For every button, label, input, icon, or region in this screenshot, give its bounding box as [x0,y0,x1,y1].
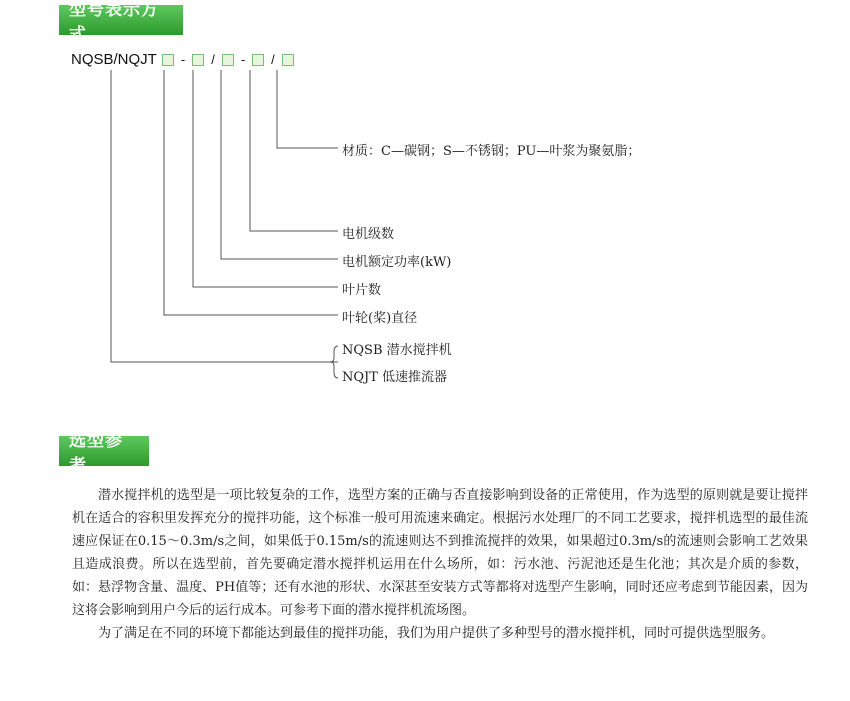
separator: - [180,52,186,67]
legend-motor-poles: 电机级数 [342,227,395,242]
section-title: 选型参考 [69,431,123,476]
legend-motor-power: 电机额定功率(kW) [342,255,452,270]
section-header-selection-reference [59,431,149,476]
section-title: 型号表示方式 [69,0,159,45]
model-code: NQSB/NQJT [71,51,157,68]
paragraph: 为了满足在不同的环境下都能达到最佳的搅拌功能，我们为用户提供了多种型号的潜水搅拌机，同时可提供选型服务。 [98,626,775,641]
separator: - [240,52,246,67]
legend-impeller-diameter: 叶轮(桨)直径 [342,311,418,326]
legend-blade-count: 叶片数 [342,283,382,298]
connector-diameter [164,70,338,315]
connector-blades [193,70,338,287]
connector-model [111,70,338,362]
legend-nqsb: NQSB 潜水搅拌机 [342,343,452,358]
paragraph: 潜水搅拌机的选型是一项比较复杂的工作，选型方案的正确与否直接影响到设备的正常使用，作为选型的原则就是要让搅拌机在适合的容积里发挥充分的搅拌功能，这个标准一般可用流速来确定。根据污水处理厂的不同工艺要求，搅拌机选型的最佳流速应保证在0.15～0.3m/s之间，如果低于0.15m/s的流速则达不到推流搅拌的效果，如果超过0.3m/s的流速则会影响工艺效果且造成浪费。所以在选型前，首先要确定潜水搅拌机运用在什么场所，如：污水池、污泥池还是生化池；其次是介质的参数，如：悬浮物含量、温度、PH值等；还有水池的形状、水深甚至安装方式等都将对选型产生影响，同时还应考虑到节能因素，因为这将会影响到用户今后的运行成本。可参考下面的潜水搅拌机流场图。 [72,488,808,618]
separator: / [211,52,215,67]
legend-material: 材质：C—碳钢；S—不锈钢；PU—叶浆为聚氨脂； [342,144,641,159]
connector-material [277,70,338,148]
legend-nqjt: NQJT 低速推流器 [342,370,448,385]
separator: / [271,52,275,67]
selection-text [72,484,808,645]
connector-poles [250,70,338,231]
